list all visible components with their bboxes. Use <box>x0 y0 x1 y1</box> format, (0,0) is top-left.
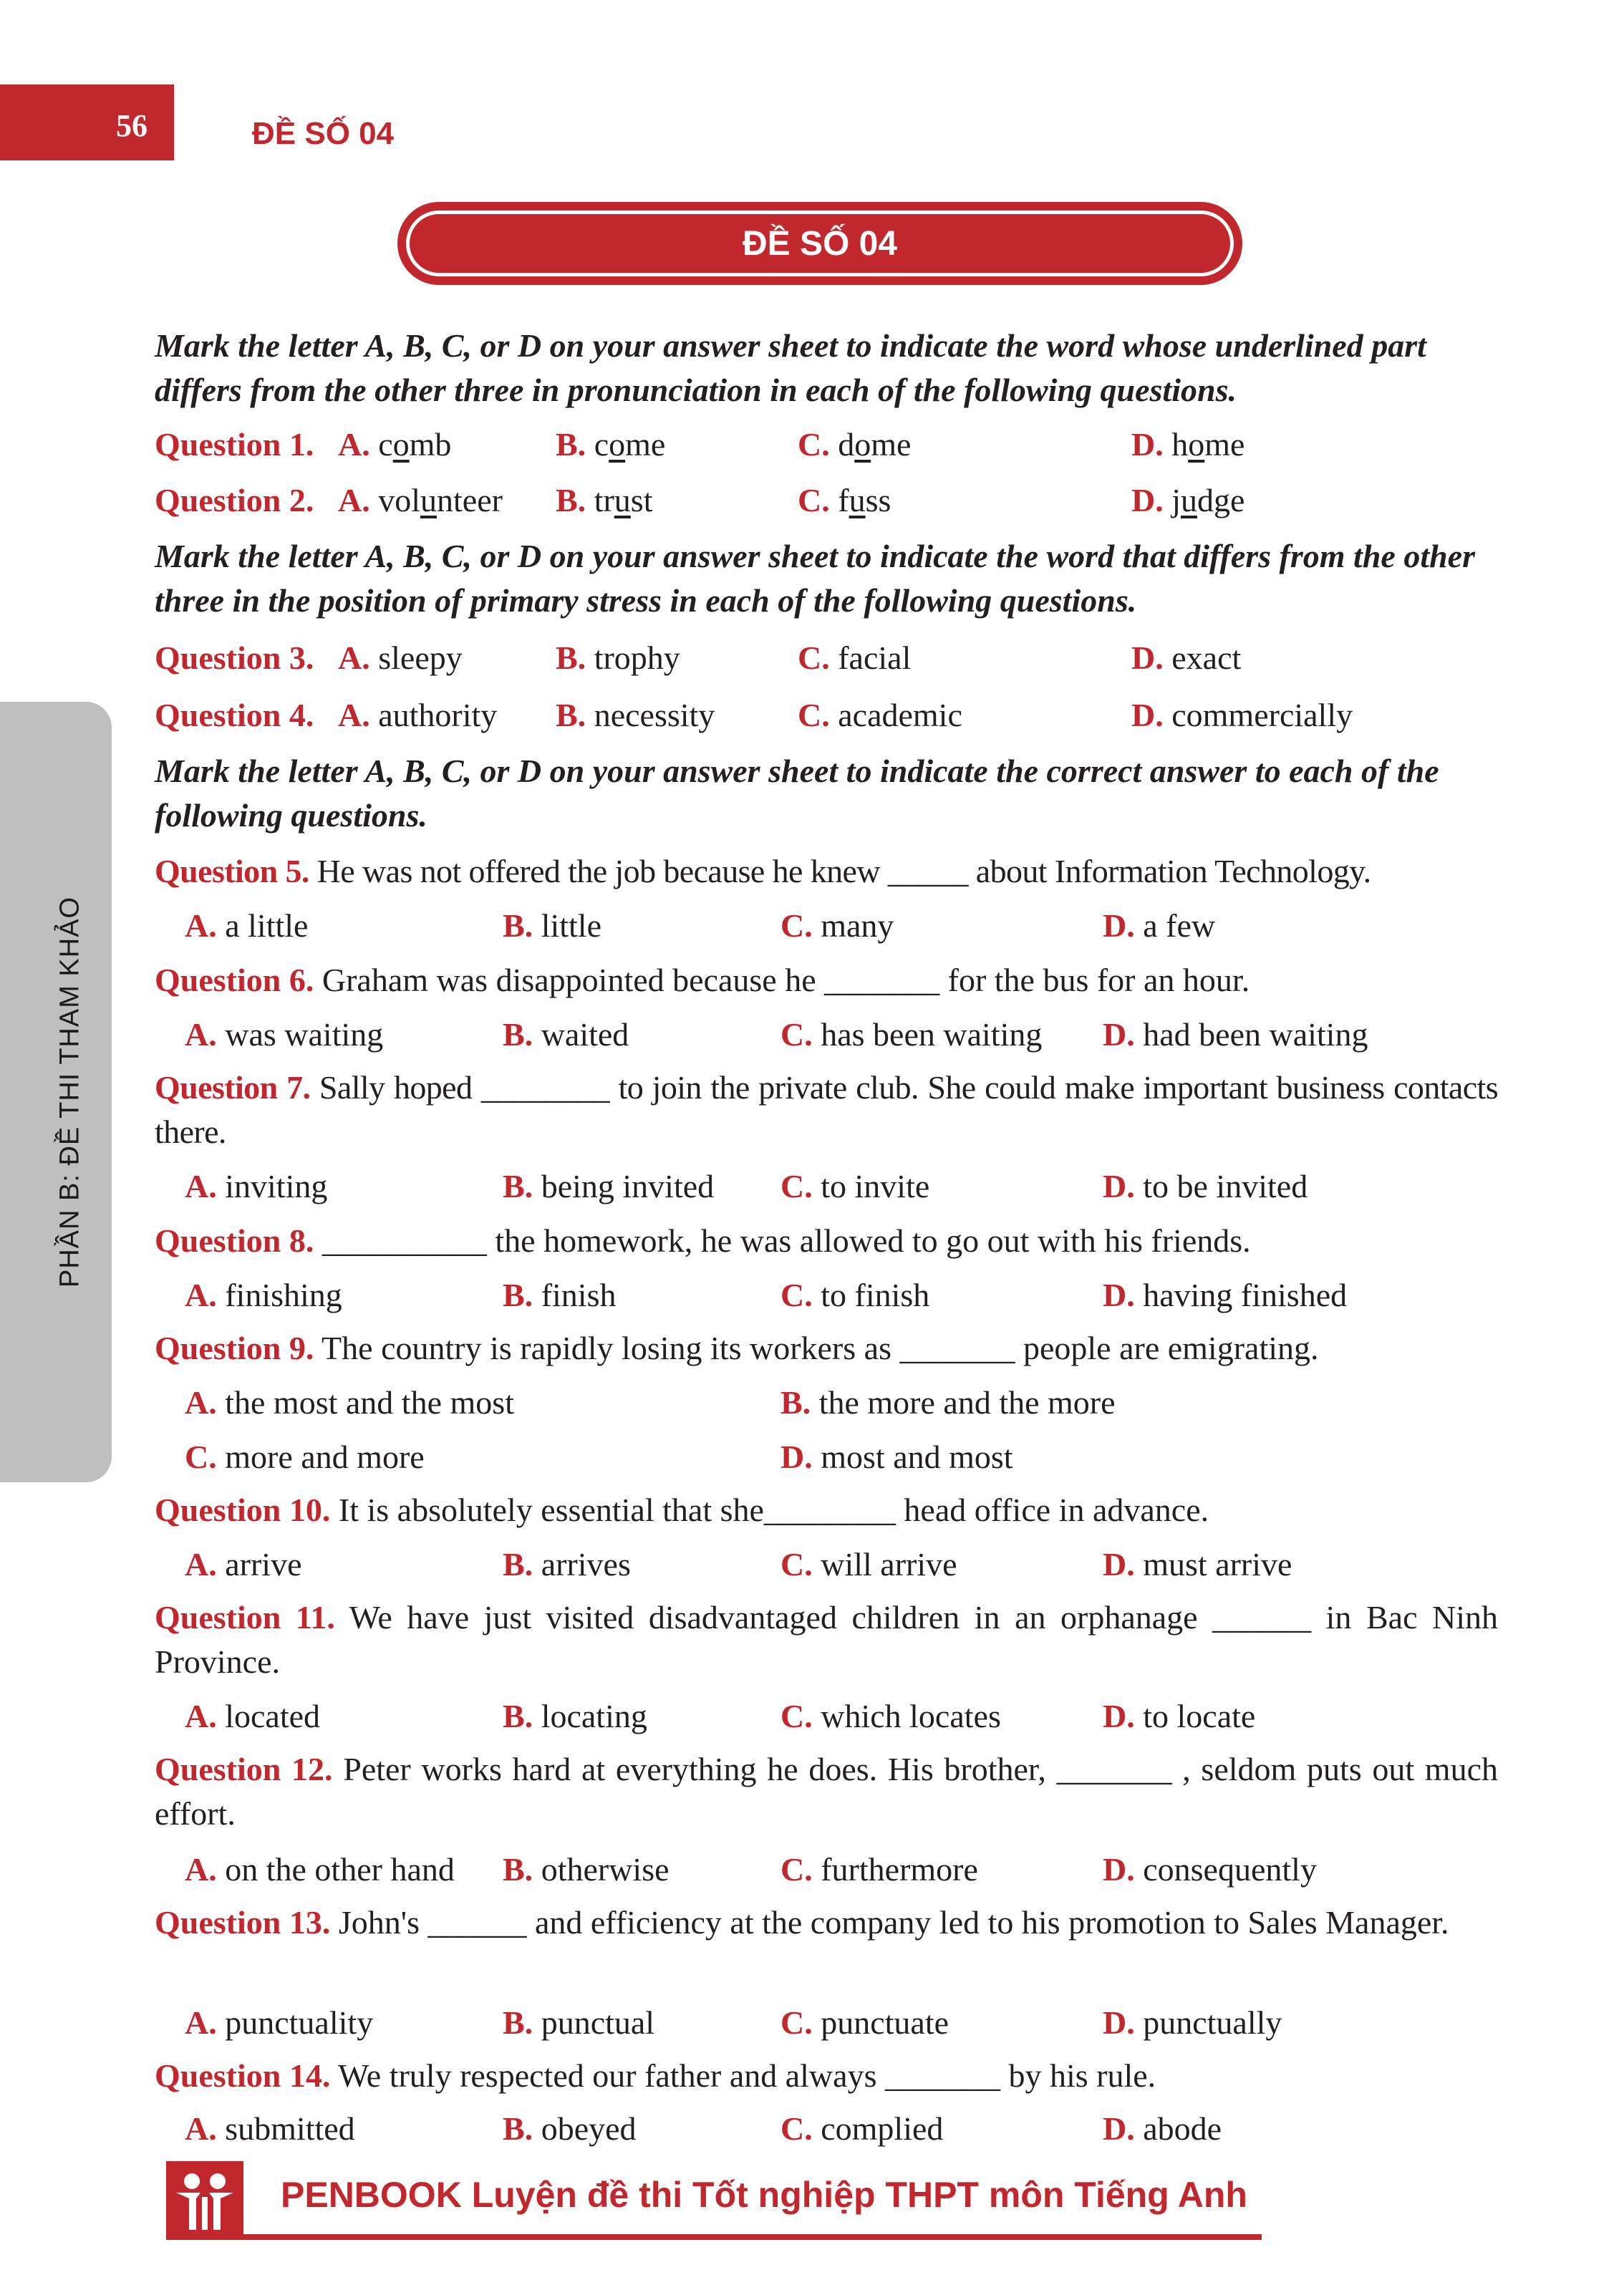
question-7 <box>155 1066 1498 1154</box>
question-13 <box>155 1900 1498 1945</box>
question-11 <box>155 1595 1498 1684</box>
question-label: Question 1. <box>155 426 314 463</box>
option-d: D. commercially <box>1131 697 1353 733</box>
option-d: D. most and most <box>780 1439 1013 1475</box>
option-d: D. to locate <box>1103 1698 1256 1734</box>
option-c: C. facial <box>798 639 912 676</box>
option-b: B. punctual <box>503 2004 655 2041</box>
side-tab-label: PHẦN B: ĐỀ THI THAM KHẢO <box>54 896 85 1288</box>
question-12 <box>155 1747 1498 1836</box>
option-a: A. located <box>185 1698 321 1734</box>
question-6 <box>155 958 1498 1003</box>
option-d: D. punctually <box>1103 2004 1282 2041</box>
option-c: C. has been waiting <box>780 1016 1043 1053</box>
option-a: A. submitted <box>185 2110 355 2147</box>
question-text: We truly respected our father and always _______ by his rule. <box>338 2057 1156 2094</box>
instruction-stress: Mark the letter A, B, C, or D on your answer sheet to indicate the word that differs from the other three in the position of primary stress in each of the following questions. <box>155 538 1475 619</box>
question-14 <box>155 2054 1498 2098</box>
option-a: A. volunteer <box>338 482 503 518</box>
option-c: C. complied <box>780 2110 944 2147</box>
option-c: C. punctuate <box>780 2004 949 2041</box>
option-a: A. punctuality <box>185 2004 374 2041</box>
option-a: A. authority <box>338 697 498 733</box>
question-label: Question 3. <box>155 639 314 676</box>
question-label: Question 13. <box>155 1904 331 1941</box>
title-banner <box>397 202 1242 285</box>
option-b: B. trophy <box>556 639 680 676</box>
option-d: D. must arrive <box>1103 1546 1292 1583</box>
question-label: Question 4. <box>155 697 314 733</box>
option-c: C. dome <box>798 426 912 463</box>
footer-title: PENBOOK Luyện đề thi Tốt nghiệp THPT môn Tiếng Anh <box>281 2175 1247 2215</box>
question-label: Question 5. <box>155 853 309 889</box>
option-c: C. will arrive <box>780 1546 957 1583</box>
question-9 <box>155 1326 1498 1371</box>
option-c: C. academic <box>798 697 962 733</box>
question-text: Peter works hard at everything he does. His brother, _______ , seldom puts out much effort. <box>155 1751 1498 1832</box>
option-c: C. to finish <box>780 1277 930 1313</box>
footer-divider <box>166 2234 1262 2240</box>
question-text: Graham was disappointed because he _______ for the bus for an hour. <box>322 962 1250 998</box>
instruction-correct-answer: Mark the letter A, B, C, or D on your answer sheet to indicate the correct answer to each of the following questions. <box>155 753 1439 834</box>
option-a: A. finishing <box>185 1277 342 1313</box>
question-label: Question 14. <box>155 2057 331 2094</box>
option-a: A. comb <box>338 426 452 463</box>
question-text: It is absolutely essential that she________ head office in advance. <box>338 1492 1209 1528</box>
question-label: Question 2. <box>155 482 314 518</box>
question-text: The country is rapidly losing its workers as _______ people are emigrating. <box>322 1330 1319 1366</box>
option-d: D. a few <box>1103 907 1216 944</box>
option-b: B. the more and the more <box>780 1384 1116 1421</box>
penbook-logo-icon <box>166 2161 243 2240</box>
option-a: A. a little <box>185 907 309 944</box>
question-text: Sally hoped ________ to join the private club. She could make important business contacts there. <box>155 1069 1499 1150</box>
question-text: John's ______ and efficiency at the company led to his promotion to Sales Manager. <box>338 1904 1449 1941</box>
question-text: We have just visited disadvantaged children in an orphanage ______ in Bac Ninh Province. <box>155 1599 1499 1680</box>
option-d: D. having finished <box>1103 1277 1348 1313</box>
question-label: Question 6. <box>155 962 314 998</box>
question-10 <box>155 1488 1498 1532</box>
option-b: B. locating <box>503 1698 647 1734</box>
running-header: ĐỀ SỐ 04 <box>252 116 395 151</box>
option-d: D. consequently <box>1103 1851 1317 1888</box>
question-label: Question 9. <box>155 1330 314 1366</box>
question-label: Question 10. <box>155 1492 331 1528</box>
instruction-pronunciation: Mark the letter A, B, C, or D on your answer sheet to indicate the word whose underlined part differs from the other three in pronunciation in each of the following questions. <box>155 327 1426 408</box>
option-c: C. to invite <box>780 1168 930 1204</box>
question-label: Question 8. <box>155 1222 314 1259</box>
question-text: __________ the homework, he was allowed to go out with his friends. <box>322 1222 1251 1259</box>
banner-title: ĐỀ SỐ 04 <box>406 211 1234 276</box>
question-label: Question 12. <box>155 1751 333 1787</box>
option-b: B. finish <box>503 1277 617 1313</box>
option-b: B. being invited <box>503 1168 715 1204</box>
option-a: A. inviting <box>185 1168 328 1204</box>
option-b: B. waited <box>503 1016 629 1053</box>
option-a: A. on the other hand <box>185 1851 455 1888</box>
question-label: Question 7. <box>155 1069 311 1106</box>
option-b: B. necessity <box>556 697 715 733</box>
option-d: D. home <box>1131 426 1245 463</box>
option-d: D. to be invited <box>1103 1168 1308 1204</box>
option-c: C. more and more <box>185 1439 425 1475</box>
question-text: He was not offered the job because he knew _____ about Information Technology. <box>316 853 1371 889</box>
option-a: A. arrive <box>185 1546 302 1583</box>
option-b: B. come <box>556 426 666 463</box>
question-5 <box>155 849 1498 894</box>
page-number-box <box>0 84 174 160</box>
option-b: B. otherwise <box>503 1851 670 1888</box>
option-b: B. little <box>503 907 602 944</box>
option-a: A. was waiting <box>185 1016 384 1053</box>
option-d: D. had been waiting <box>1103 1016 1368 1053</box>
option-c: C. fuss <box>798 482 891 518</box>
question-label: Question 11. <box>155 1599 335 1636</box>
option-d: D. judge <box>1131 482 1245 518</box>
option-c: C. furthermore <box>780 1851 978 1888</box>
option-a: A. the most and the most <box>185 1384 514 1421</box>
option-b: B. trust <box>556 482 653 518</box>
option-c: C. many <box>780 907 894 944</box>
option-a: A. sleepy <box>338 639 463 676</box>
option-b: B. arrives <box>503 1546 631 1583</box>
option-b: B. obeyed <box>503 2110 637 2147</box>
question-8 <box>155 1219 1498 1263</box>
option-d: D. abode <box>1103 2110 1222 2147</box>
option-c: C. which locates <box>780 1698 1001 1734</box>
option-d: D. exact <box>1131 639 1242 676</box>
page-number: 56 <box>116 108 148 143</box>
